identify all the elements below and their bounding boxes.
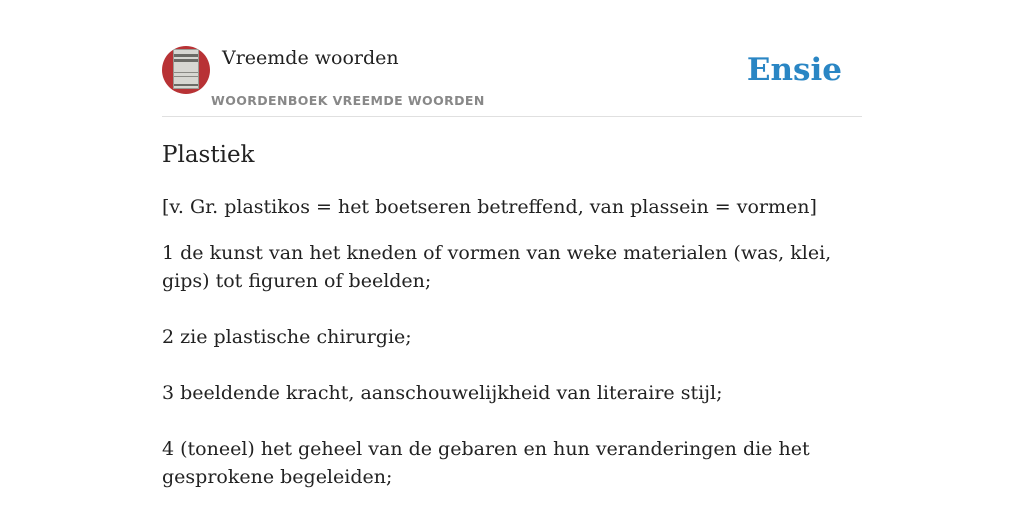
definition-item: 1 de kunst van het kneden of vormen van weke materialen (was, klei, gips) tot figuren of beelden; [162,242,832,292]
brand-logo-link[interactable]: Ensie [746,52,842,88]
book-cover-icon[interactable] [162,46,210,94]
definition-item: 2 zie plastische chirurgie; [162,326,412,348]
header [162,0,862,117]
definition-list [162,239,862,512]
definition-item: 3 beeldende kracht, aanschouwelijkheid van literaire stijl; [162,382,723,404]
page [162,0,862,512]
site-name-link[interactable]: Vreemde woorden [222,47,399,69]
entry-etymology: [v. Gr. plastikos = het boetseren betreffend, van plassein = vormen] [162,196,817,218]
site-subtitle: WOORDENBOEK VREEMDE WOORDEN [211,93,485,108]
definition-item: 4 (toneel) het geheel van de gebaren en hun veranderingen die het gesprokene begeleiden; [162,438,810,488]
book-icon [173,49,199,89]
entry-title: Plastiek [162,142,255,168]
